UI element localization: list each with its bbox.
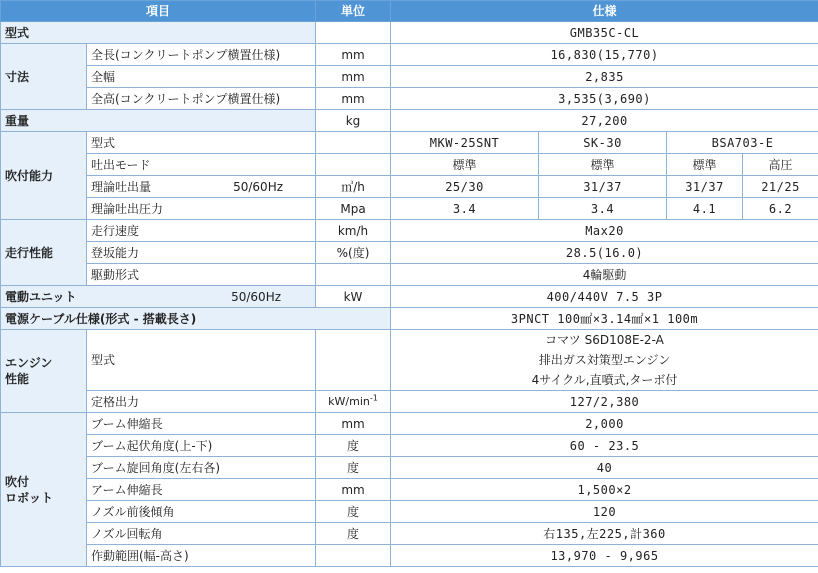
row-unit: mm — [316, 44, 391, 66]
row-unit — [316, 545, 391, 567]
table-row — [1, 330, 818, 391]
table-row — [1, 264, 818, 286]
header-unit: 単位 — [316, 1, 391, 22]
table-row — [1, 66, 818, 88]
row-value: 1,500×2 — [391, 479, 818, 501]
row-unit — [316, 264, 391, 286]
row-item: 定格出力 — [87, 391, 316, 413]
engine-label-line2: 性能 — [5, 372, 30, 386]
row-item: 理論吐出圧力 — [87, 198, 316, 220]
spray-label: 吹付能力 — [1, 132, 87, 220]
table-row — [1, 435, 818, 457]
header-spec: 仕様 — [391, 1, 818, 22]
engine-type-line: コマツ S6D108E-2-A — [545, 333, 664, 347]
table-row — [1, 501, 818, 523]
row-unit: 度 — [316, 435, 391, 457]
row-value: 16,830(15,770) — [391, 44, 818, 66]
spray-model: MKW-25SNT — [391, 132, 539, 154]
table-row — [1, 220, 818, 242]
spray-pressure: 3.4 — [539, 198, 667, 220]
row-value: 60 - 23.5 — [391, 435, 818, 457]
row-value: 2,835 — [391, 66, 818, 88]
row-item: ノズル前後傾角 — [87, 501, 316, 523]
spray-model: BSA703-E — [667, 132, 818, 154]
row-value: 右135,左225,計360 — [391, 523, 818, 545]
row-item: 全幅 — [87, 66, 316, 88]
weight-row — [1, 110, 818, 132]
row-unit — [316, 330, 391, 391]
table-row — [1, 88, 818, 110]
weight-label: 重量 — [1, 110, 316, 132]
row-item: 駆動形式 — [87, 264, 316, 286]
spray-mode: 高圧 — [743, 154, 818, 176]
output-unit: kW/min — [328, 394, 370, 408]
row-value: 2,000 — [391, 413, 818, 435]
row-item: 吐出モード — [87, 154, 316, 176]
table-row — [1, 44, 818, 66]
engine-label — [1, 330, 87, 413]
cable-value: 3PNCT 100㎟×3.14㎟×1 100m — [391, 308, 818, 330]
flow-freq: 50/60Hz — [233, 179, 284, 194]
header-row — [1, 1, 818, 22]
dimensions-label: 寸法 — [1, 44, 87, 110]
row-unit: km/h — [316, 220, 391, 242]
row-unit: mm — [316, 66, 391, 88]
electric-label: 電動ユニット — [5, 289, 77, 304]
header-item: 項目 — [1, 1, 316, 22]
spray-flow: 31/37 — [539, 176, 667, 198]
table-row — [1, 413, 818, 435]
table-row — [1, 457, 818, 479]
spray-pressure: 6.2 — [743, 198, 818, 220]
output-unit-sup: -1 — [369, 392, 378, 402]
flow-item-label: 理論吐出量 — [91, 179, 152, 194]
table-row — [1, 132, 818, 154]
row-value: 127/2,380 — [391, 391, 818, 413]
table-row — [1, 154, 818, 176]
row-item — [87, 176, 316, 198]
table-row — [1, 242, 818, 264]
row-value: 40 — [391, 457, 818, 479]
row-item: アーム伸縮長 — [87, 479, 316, 501]
spray-mode: 標準 — [667, 154, 743, 176]
table-row — [1, 391, 818, 413]
row-item: 登坂能力 — [87, 242, 316, 264]
spray-mode: 標準 — [391, 154, 539, 176]
electric-freq: 50/60Hz — [231, 289, 282, 304]
robot-label — [1, 413, 87, 567]
model-row — [1, 22, 818, 44]
row-unit: %(度) — [316, 242, 391, 264]
weight-unit: kg — [316, 110, 391, 132]
row-unit: mm — [316, 88, 391, 110]
spray-flow: 21/25 — [743, 176, 818, 198]
electric-unit: kW — [316, 286, 391, 308]
row-value: 4輪駆動 — [391, 264, 818, 286]
spray-model: SK-30 — [539, 132, 667, 154]
engine-type-line: 排出ガス対策型エンジン — [538, 353, 671, 367]
row-value: 120 — [391, 501, 818, 523]
row-item: 型式 — [87, 330, 316, 391]
table-row — [1, 545, 818, 567]
row-value: Max20 — [391, 220, 818, 242]
row-unit: 度 — [316, 523, 391, 545]
table-row — [1, 479, 818, 501]
row-value: 3,535(3,690) — [391, 88, 818, 110]
row-unit — [316, 132, 391, 154]
spray-pressure: 3.4 — [391, 198, 539, 220]
engine-type-line: 4サイクル,直噴式,ターボ付 — [531, 373, 678, 387]
engine-type-value — [391, 330, 818, 391]
model-value: GMB35C-CL — [391, 22, 818, 44]
cable-label: 電源ケーブル仕様(形式 - 搭載長さ) — [1, 308, 391, 330]
row-unit: 度 — [316, 457, 391, 479]
robot-label-line2: ロボット — [5, 490, 54, 505]
row-unit: 度 — [316, 501, 391, 523]
cable-row — [1, 308, 818, 330]
row-item: 全高(コンクリートポンプ横置仕様) — [87, 88, 316, 110]
row-unit: mm — [316, 413, 391, 435]
model-label: 型式 — [1, 22, 316, 44]
electric-cell — [1, 286, 316, 308]
row-unit: Mpa — [316, 198, 391, 220]
table-row — [1, 523, 818, 545]
row-value: 28.5(16.0) — [391, 242, 818, 264]
row-item: 走行速度 — [87, 220, 316, 242]
model-unit — [316, 22, 391, 44]
row-item: ノズル回転角 — [87, 523, 316, 545]
row-unit: mm — [316, 479, 391, 501]
spray-flow: 31/37 — [667, 176, 743, 198]
row-item: ブーム旋回角度(左右各) — [87, 457, 316, 479]
electric-row — [1, 286, 818, 308]
row-item: ブーム伸縮長 — [87, 413, 316, 435]
electric-value: 400/440V 7.5 3P — [391, 286, 818, 308]
row-unit — [316, 154, 391, 176]
spray-pressure: 4.1 — [667, 198, 743, 220]
weight-value: 27,200 — [391, 110, 818, 132]
row-unit: ㎥/h — [316, 176, 391, 198]
table-row — [1, 176, 818, 198]
row-unit — [316, 391, 391, 413]
row-item: 型式 — [87, 132, 316, 154]
robot-label-line1: 吹付 — [5, 474, 30, 489]
row-value: 13,970 - 9,965 — [391, 545, 818, 567]
spray-mode: 標準 — [539, 154, 667, 176]
table-row — [1, 198, 818, 220]
spray-flow: 25/30 — [391, 176, 539, 198]
travel-label: 走行性能 — [1, 220, 87, 286]
row-item: ブーム起伏角度(上-下) — [87, 435, 316, 457]
engine-label-line1: エンジン — [5, 356, 53, 370]
row-item: 全長(コンクリートポンプ横置仕様) — [87, 44, 316, 66]
row-item: 作動範囲(幅-高さ) — [87, 545, 316, 567]
